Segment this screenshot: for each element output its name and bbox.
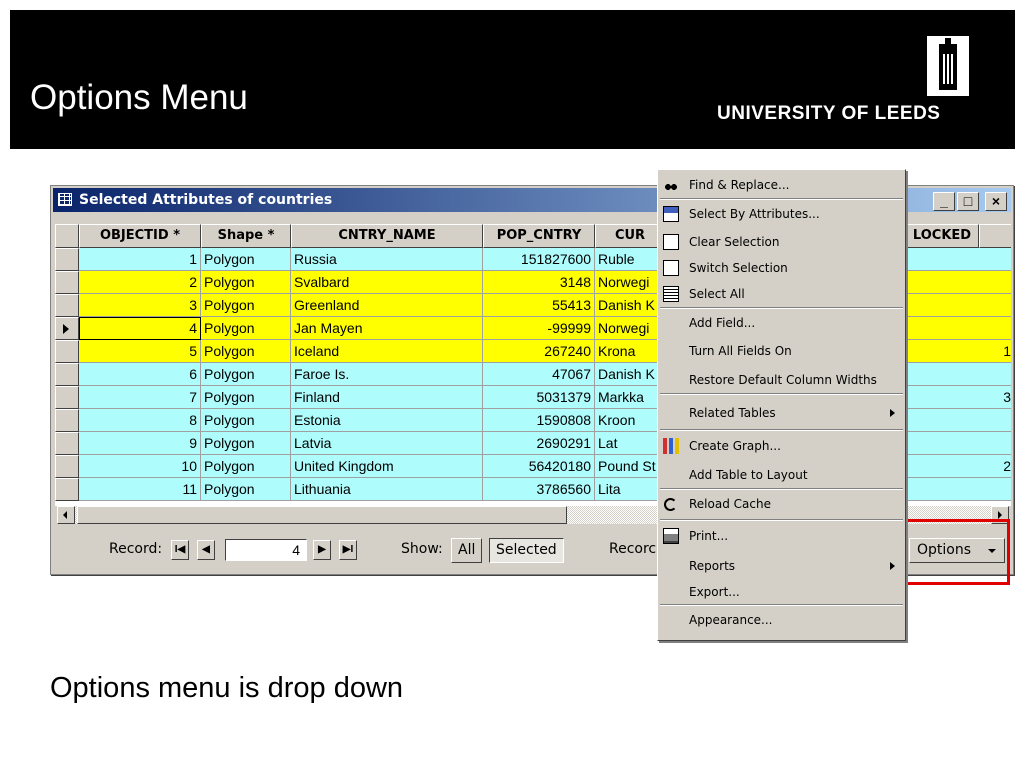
cell-cntry-name[interactable]: Finland xyxy=(291,386,483,409)
cell-currency[interactable]: Markka xyxy=(595,386,665,409)
cell-objectid[interactable]: 10 xyxy=(79,455,201,478)
cell-shape[interactable]: Polygon xyxy=(201,409,291,432)
options-button-label: Options xyxy=(917,542,972,558)
cell-objectid[interactable]: 1 xyxy=(79,248,201,271)
switch-selection-icon xyxy=(663,260,679,276)
cell-currency[interactable]: Norwegi xyxy=(595,271,665,294)
cell-currency[interactable]: Norwegi xyxy=(595,317,665,340)
show-all-button[interactable]: All xyxy=(451,538,482,563)
column-header-pop-cntry[interactable]: POP_CNTRY xyxy=(483,224,595,248)
cell-objectid[interactable]: 6 xyxy=(79,363,201,386)
cell-currency[interactable]: Pound St xyxy=(595,455,665,478)
menu-item-related-tables[interactable]: Related Tables xyxy=(660,405,903,421)
cell-locked[interactable] xyxy=(905,317,1011,340)
cell-pop-cntry[interactable]: 267240 xyxy=(483,340,595,363)
header-selector[interactable] xyxy=(55,224,79,248)
cell-shape[interactable]: Polygon xyxy=(201,294,291,317)
cell-shape[interactable]: Polygon xyxy=(201,455,291,478)
cell-currency[interactable]: Lita xyxy=(595,478,665,501)
window-title: Selected Attributes of countries xyxy=(79,192,333,208)
cell-cntry-name[interactable]: Iceland xyxy=(291,340,483,363)
cell-cntry-name[interactable]: Jan Mayen xyxy=(291,317,483,340)
minimize-button[interactable]: _ xyxy=(933,192,955,211)
cell-pop-cntry[interactable]: 1590808 xyxy=(483,409,595,432)
cell-cntry-name[interactable]: United Kingdom xyxy=(291,455,483,478)
cell-currency[interactable]: Kroon xyxy=(595,409,665,432)
menu-item-select-by-attributes[interactable]: Select By Attributes... xyxy=(660,206,903,222)
row-selector[interactable] xyxy=(55,317,79,340)
cell-pop-cntry[interactable]: -99999 xyxy=(483,317,595,340)
cell-cntry-name[interactable]: Svalbard xyxy=(291,271,483,294)
column-header-currency[interactable]: CUR xyxy=(595,224,665,248)
cell-objectid[interactable]: 2 xyxy=(79,271,201,294)
row-selector[interactable] xyxy=(55,432,79,455)
cell-shape[interactable]: Polygon xyxy=(201,340,291,363)
cell-pop-cntry[interactable]: 55413 xyxy=(483,294,595,317)
row-selector[interactable] xyxy=(55,409,79,432)
cell-shape[interactable]: Polygon xyxy=(201,248,291,271)
menu-item-restore-column-widths[interactable]: Restore Default Column Widths xyxy=(689,373,877,387)
cell-objectid[interactable]: 7 xyxy=(79,386,201,409)
options-dropdown-menu xyxy=(657,169,906,641)
row-selector[interactable] xyxy=(55,386,79,409)
row-selector[interactable] xyxy=(55,363,79,386)
menu-item-create-graph[interactable]: Create Graph... xyxy=(660,438,903,454)
cell-objectid[interactable]: 4 xyxy=(79,317,201,340)
menu-item-add-table-to-layout[interactable]: Add Table to Layout xyxy=(689,468,808,482)
slide-caption: Options menu is drop down xyxy=(50,672,404,704)
current-record-arrow-icon xyxy=(63,324,69,334)
cell-locked[interactable]: 1 xyxy=(905,340,1011,363)
menu-item-appearance[interactable]: Appearance... xyxy=(689,613,773,627)
column-header-cntry-name[interactable]: CNTRY_NAME xyxy=(291,224,483,248)
scroll-left-button[interactable] xyxy=(57,506,75,524)
cell-cntry-name[interactable]: Estonia xyxy=(291,409,483,432)
row-selector[interactable] xyxy=(55,294,79,317)
column-header-locked[interactable]: LOCKED xyxy=(905,224,979,248)
close-button[interactable]: × xyxy=(985,192,1007,211)
cell-shape[interactable]: Polygon xyxy=(201,432,291,455)
cell-objectid[interactable]: 11 xyxy=(79,478,201,501)
options-highlight-box xyxy=(894,519,1010,585)
menu-item-find-replace[interactable]: Find & Replace... xyxy=(660,177,903,193)
cell-locked[interactable] xyxy=(905,432,1011,455)
cell-currency[interactable]: Ruble xyxy=(595,248,665,271)
cell-currency[interactable]: Danish K xyxy=(595,294,665,317)
cell-locked[interactable] xyxy=(905,271,1011,294)
cell-locked[interactable] xyxy=(905,294,1011,317)
cell-pop-cntry[interactable]: 3786560 xyxy=(483,478,595,501)
cell-shape[interactable]: Polygon xyxy=(201,271,291,294)
submenu-arrow-icon xyxy=(890,562,895,570)
university-name: UNIVERSITY OF LEEDS xyxy=(717,103,941,124)
cell-locked[interactable]: 2 xyxy=(905,455,1011,478)
first-record-button[interactable]: I◀ xyxy=(171,540,189,560)
next-record-button[interactable]: ▶ xyxy=(313,540,331,560)
column-header-extra[interactable] xyxy=(979,224,1011,248)
show-label: Show: xyxy=(401,541,443,557)
menu-item-export[interactable]: Export... xyxy=(689,585,740,599)
cell-currency[interactable]: Krona xyxy=(595,340,665,363)
last-record-button[interactable]: ▶I xyxy=(339,540,357,560)
cell-locked[interactable]: 3 xyxy=(905,386,1011,409)
sql-icon xyxy=(663,206,679,222)
cell-shape[interactable]: Polygon xyxy=(201,478,291,501)
row-selector[interactable] xyxy=(55,478,79,501)
cell-objectid[interactable]: 9 xyxy=(79,432,201,455)
cell-currency[interactable]: Lat xyxy=(595,432,665,455)
cell-cntry-name[interactable]: Latvia xyxy=(291,432,483,455)
slide-title: Options Menu xyxy=(30,78,248,117)
cell-objectid[interactable]: 3 xyxy=(79,294,201,317)
cell-shape[interactable]: Polygon xyxy=(201,317,291,340)
cell-pop-cntry[interactable]: 47067 xyxy=(483,363,595,386)
submenu-arrow-icon xyxy=(890,409,895,417)
cell-pop-cntry[interactable]: 3148 xyxy=(483,271,595,294)
printer-icon xyxy=(663,528,679,544)
select-all-icon xyxy=(663,286,679,302)
university-logo-icon xyxy=(927,36,969,96)
cell-pop-cntry[interactable]: 151827600 xyxy=(483,248,595,271)
cell-locked[interactable] xyxy=(905,478,1011,501)
row-selector[interactable] xyxy=(55,271,79,294)
cell-objectid[interactable]: 5 xyxy=(79,340,201,363)
cell-shape[interactable]: Polygon xyxy=(201,363,291,386)
menu-item-turn-all-fields-on[interactable]: Turn All Fields On xyxy=(689,344,792,358)
binoculars-icon xyxy=(663,177,679,193)
maximize-button[interactable]: □ xyxy=(957,192,979,211)
record-number-input[interactable]: 4 xyxy=(225,539,307,561)
scroll-thumb[interactable] xyxy=(77,506,567,524)
menu-item-clear-selection[interactable]: Clear Selection xyxy=(660,234,903,250)
cell-locked[interactable] xyxy=(905,248,1011,271)
cell-cntry-name[interactable]: Greenland xyxy=(291,294,483,317)
cell-cntry-name[interactable]: Lithuania xyxy=(291,478,483,501)
menu-item-switch-selection[interactable]: Switch Selection xyxy=(660,260,903,276)
record-label: Record: xyxy=(109,541,163,557)
cell-pop-cntry[interactable]: 5031379 xyxy=(483,386,595,409)
menu-item-reports[interactable]: Reports xyxy=(660,558,903,574)
cell-pop-cntry[interactable]: 56420180 xyxy=(483,455,595,478)
table-icon xyxy=(58,193,72,206)
menu-item-reload-cache[interactable]: Reload Cache xyxy=(660,496,903,512)
column-header-shape[interactable]: Shape * xyxy=(201,224,291,248)
cell-locked[interactable] xyxy=(905,409,1011,432)
row-selector[interactable] xyxy=(55,340,79,363)
row-selector[interactable] xyxy=(55,455,79,478)
cell-locked[interactable] xyxy=(905,363,1011,386)
show-selected-button[interactable]: Selected xyxy=(489,538,564,563)
cell-shape[interactable]: Polygon xyxy=(201,386,291,409)
records-summary-label: Recorc xyxy=(609,541,657,557)
reload-icon xyxy=(664,498,677,511)
menu-item-print[interactable]: Print... xyxy=(660,528,903,544)
menu-item-add-field[interactable]: Add Field... xyxy=(689,316,756,330)
clear-selection-icon xyxy=(663,234,679,250)
cell-currency[interactable]: Danish K xyxy=(595,363,665,386)
row-selector[interactable] xyxy=(55,248,79,271)
column-header-objectid[interactable]: OBJECTID * xyxy=(79,224,201,248)
previous-record-button[interactable]: ◀ xyxy=(197,540,215,560)
cell-pop-cntry[interactable]: 2690291 xyxy=(483,432,595,455)
cell-cntry-name[interactable]: Russia xyxy=(291,248,483,271)
cell-objectid[interactable]: 8 xyxy=(79,409,201,432)
menu-item-select-all[interactable]: Select All xyxy=(660,286,903,302)
cell-cntry-name[interactable]: Faroe Is. xyxy=(291,363,483,386)
graph-icon xyxy=(663,438,679,454)
